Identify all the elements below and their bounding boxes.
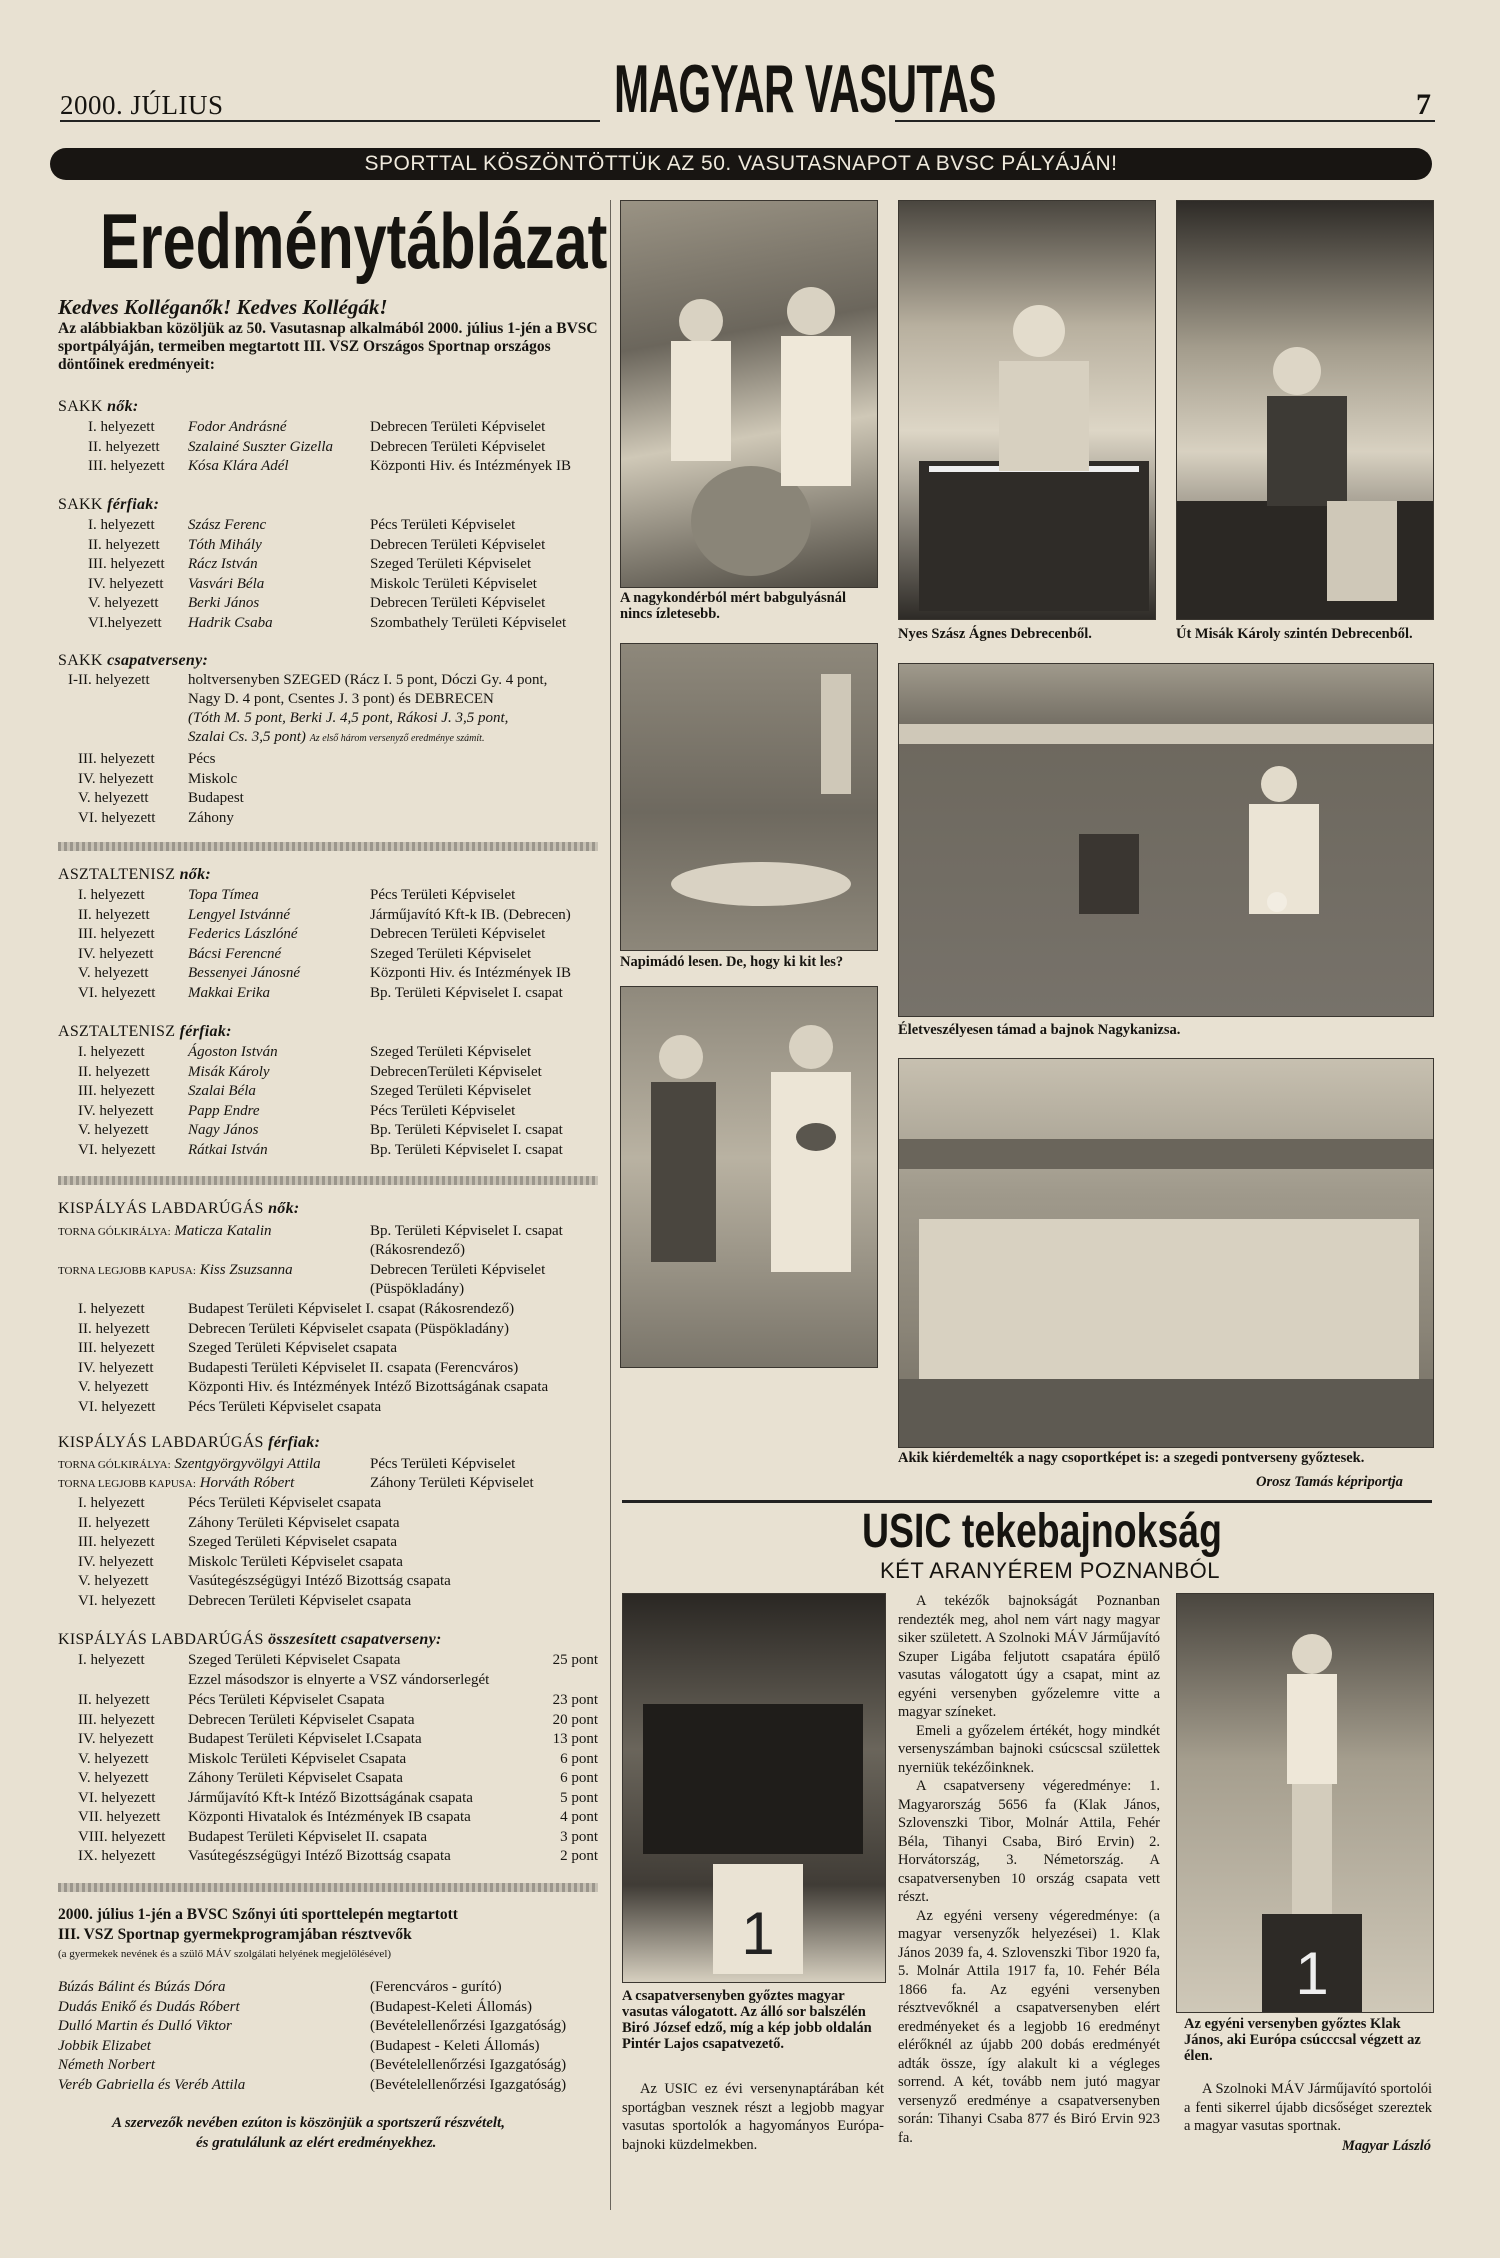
placement: II. helyezett <box>78 1514 150 1531</box>
name-cell: Vasútegészségügyi Intéző Bizottság csapata <box>188 1848 451 1864</box>
section-sakk-csapat: SAKK csapatverseny: <box>58 652 209 669</box>
caption-foci: Életveszélyesen támad a bajnok Nagykanizsa. <box>898 1022 1181 1038</box>
child-names: Dudás Enikő és Dudás Róbert <box>58 1998 240 2015</box>
team-cell: Szeged Területi Képviselet <box>370 945 532 962</box>
name-cell: Záhony Területi Képviselet csapata <box>188 1514 400 1531</box>
team-cell: Bp. Területi Képviselet I. csapat <box>370 1141 563 1158</box>
photo-misak <box>1176 200 1434 620</box>
photo-foci <box>898 663 1434 1017</box>
child-names: Jobbik Elizabet <box>58 2037 151 2054</box>
section-asztal-ferfiak: ASZTALTENISZ férfiak: <box>58 1023 232 1040</box>
placement: V. helyezett <box>88 595 159 611</box>
caption-misak: Út Misák Károly szintén Debrecenből. <box>1176 626 1413 642</box>
photo-credit: Orosz Tamás képriportja <box>1256 1474 1403 1490</box>
golkiraly-nok-team2: (Rákosrendező) <box>370 1242 465 1258</box>
team-cell: 6 pont <box>560 1750 598 1767</box>
team-cell: 2 pont <box>560 1848 598 1864</box>
team-cell: 25 pont <box>552 1652 598 1668</box>
photo-szasz <box>898 200 1156 620</box>
caption-usic-team: A csapatversenyben győztes magyar vasutas válogatott. Az álló sor balszélén Biró József edző, míg a kép jobb oldalán Pintér Lajos csapatvezető. <box>622 1988 872 2052</box>
golkiraly-nok-team: Bp. Területi Képviselet I. csapat <box>370 1223 563 1239</box>
placement: V. helyezett <box>78 790 149 806</box>
name-cell: Záhony Területi Képviselet Csapata <box>188 1770 403 1786</box>
placement: II. helyezett <box>88 536 160 553</box>
parent-workplace: (Bevételellenőrzési Igazgatóság) <box>370 2076 567 2093</box>
name-cell: Fodor Andrásné <box>188 419 287 435</box>
placement: II. helyezett <box>78 1692 150 1708</box>
team-cell: Szeged Területi Képviselet <box>370 1044 532 1060</box>
placement: IV. helyezett <box>78 1553 154 1570</box>
caption-csoportkep: Akik kiérdemelték a nagy csoportképet is: a szegedi pontverseny győztesek. <box>898 1450 1365 1466</box>
name-cell: Rácz István <box>188 556 258 572</box>
name-cell: Szeged Területi Képviselet csapata <box>188 1534 398 1550</box>
placement: V. helyezett <box>78 1770 149 1786</box>
placement: V. helyezett <box>78 1573 149 1589</box>
ossz-note: Ezzel másodszor is elnyerte a VSZ vándorserlegét <box>188 1672 490 1688</box>
name-cell: Budapesti Területi Képviselet II. csapata (Ferencváros) <box>188 1359 519 1376</box>
team-cell: Szombathely Területi Képviselet <box>370 614 567 631</box>
parent-workplace: (Budapest-Keleti Állomás) <box>370 1998 533 2015</box>
name-cell: Berki János <box>188 595 260 611</box>
placement: VI. helyezett <box>78 1141 156 1158</box>
placement: VI. helyezett <box>78 809 156 826</box>
placement: V. helyezett <box>78 965 149 981</box>
kapus-nok-team: Debrecen Területi Képviselet <box>370 1262 546 1278</box>
placement: I. helyezett <box>78 1301 145 1317</box>
child-names: Veréb Gabriella és Veréb Attila <box>58 2076 246 2093</box>
separator <box>58 842 598 851</box>
name-cell: Központi Hivatalok és Intézmények IB csapata <box>188 1809 471 1825</box>
team-cell: 6 pont <box>560 1770 598 1786</box>
name-cell: Záhony <box>188 809 234 826</box>
photo-usic-klak <box>1176 1593 1434 2013</box>
name-cell: Budapest Területi Képviselet I. csapat (Rákosrendező) <box>188 1301 515 1317</box>
name-cell: Ágoston István <box>188 1044 278 1060</box>
team-cell: Központi Hiv. és Intézmények IB <box>370 458 572 474</box>
usic-author: Magyar László <box>1342 2138 1432 2154</box>
name-cell: Tóth Mihály <box>188 536 262 553</box>
placement: VII. helyezett <box>78 1809 161 1825</box>
placement: I. helyezett <box>88 419 155 435</box>
name-cell: Vasútegészségügyi Intéző Bizottság csapata <box>188 1573 451 1589</box>
name-cell: Miskolc <box>188 770 238 787</box>
placement: I. helyezett <box>78 887 145 903</box>
team-cell: 23 pont <box>552 1692 598 1708</box>
team-cell: Szeged Területi Képviselet <box>370 1083 532 1099</box>
page-number: 7 <box>1416 88 1431 121</box>
parent-workplace: (Bevételellenőrzési Igazgatóság) <box>370 2057 567 2073</box>
team-cell: Pécs Területi Képviselet <box>370 887 516 903</box>
team-cell: 20 pont <box>552 1711 598 1728</box>
placement: V. helyezett <box>78 1750 149 1767</box>
section-asztal-nok: ASZTALTENISZ nők: <box>58 866 212 883</box>
placement: III. helyezett <box>88 458 165 474</box>
children-heading-1: 2000. július 1-jén a BVSC Szőnyi úti sporttelepén megtartott <box>58 1906 458 1923</box>
name-cell: Federics Lászlóné <box>188 926 298 942</box>
team-cell: Debrecen Területi Képviselet <box>370 438 546 455</box>
placement: IV. helyezett <box>78 1102 154 1119</box>
placement: III. helyezett <box>78 926 155 942</box>
photo-foci-art <box>899 664 1433 1016</box>
name-cell: Szalai Béla <box>188 1083 256 1099</box>
name-cell: Debrecen Területi Képviselet csapata <box>188 1592 412 1609</box>
team-cell: Miskolc Területi Képviselet <box>370 575 537 592</box>
name-cell: Nagy János <box>188 1122 259 1138</box>
usic-main-text: A tekézők bajnokságát Poznanban rendezték meg, ahol nem várt nagy magyar siker született. A Szolnoki MÁV Járműjavító Szuper Ligába feljutott csapatára épülő vasutas válogatott úgy a csapat, mint az egyéni versenyben győzelemre vitte a magyar színeket. Emeli a győzelem értékét, hogy mindkét versenyszámban bajnoki csúcscsal születtek nyerniük tekézőinknek. A csapatverseny végeredménye: 1. Magyarország 5656 fa (Klak János, Szlovenszki Tibor, Molnár Attila, Fehér Béla, Tihanyi Csaba, Biró Ervin) 2. Horvátország, 3. Németország. A csapatversenyben 10 ország csapata vett részt. Az egyéni verseny végeredménye: (a magyar versenyzők helyezései) 1. Klak János 2039 fa, 4. Szlovenszki Tibor 1920 fa, 5. Molnár Attila 1917 fa, 10. Fehér Béla 1866 fa. Az egyéni versenyben résztvevőknél a csapatversenyben elért eredményeket és a legjobb 16 eredményt elérőknél az újabb 200 dobás eredményét adták össze, így alakult ki a végleges sorrend. A két, tovább nem jutó magyar versenyző eredménye a csapatversenyben során: Tihanyi Csaba 877 és Biró Ervin 923 fa. <box>898 1593 1160 2146</box>
name-cell: Vasvári Béla <box>188 575 265 592</box>
team-cell: Központi Hiv. és Intézmények IB <box>370 965 572 981</box>
caption-napimado: Napimádó lesen. De, hogy ki kit les? <box>620 954 844 970</box>
caption-szasz: Nyes Szász Ágnes Debrecenből. <box>898 626 1092 642</box>
masthead: MAGYAR VASUTAS <box>614 51 996 127</box>
name-cell: Debrecen Területi Képviselet csapata (Püspökladány) <box>188 1320 510 1337</box>
photo-misak-art <box>1177 201 1433 619</box>
placement: IX. helyezett <box>78 1848 156 1864</box>
results-title: Eredménytáblázat <box>100 197 608 285</box>
name-cell: Miskolc Területi Képviselet Csapata <box>188 1750 407 1767</box>
issue-date: 2000. JÚLIUS <box>60 90 224 120</box>
name-cell: Kósa Klára Adél <box>188 458 289 474</box>
thanks-line-2: és gratulálunk az elért eredményekhez. <box>196 2135 437 2151</box>
column-rule <box>610 200 611 2210</box>
placement: III. helyezett <box>78 1340 155 1356</box>
placement: VI. helyezett <box>78 1789 156 1806</box>
name-cell: Bessenyei Jánosné <box>188 965 301 981</box>
team-cell: DebrecenTerületi Képviselet <box>370 1063 542 1080</box>
placement: IV. helyezett <box>78 1359 154 1376</box>
placement: II. helyezett <box>78 1063 150 1080</box>
name-cell: Járműjavító Kft-k Intéző Bizottságának csapata <box>188 1789 473 1806</box>
team-cell: Pécs Területi Képviselet <box>370 1102 516 1119</box>
placement: V. helyezett <box>78 1122 149 1138</box>
thanks-line-1: A szervezők nevében ezúton is köszönjük a sportszerű részvételt, <box>112 2115 505 2131</box>
team-cell: 3 pont <box>560 1828 598 1845</box>
name-cell: Rátkai István <box>188 1141 268 1158</box>
name-cell: Debrecen Területi Képviselet Csapata <box>188 1711 415 1728</box>
greeting: Kedves Kolléganők! Kedves Kollégák! <box>58 295 388 319</box>
parent-workplace: (Bevételellenőrzési Igazgatóság) <box>370 2018 567 2034</box>
photo-usic-team <box>622 1593 886 1983</box>
article-rule <box>622 1500 1432 1503</box>
section-sakk-ferfiak: SAKK férfiak: <box>58 496 160 513</box>
name-cell: Papp Endre <box>188 1102 260 1119</box>
placement: II. helyezett <box>78 906 150 923</box>
team-cell: Bp. Területi Képviselet I. csapat <box>370 984 563 1001</box>
name-cell: Topa Tímea <box>188 887 259 903</box>
photo-csoportkep-art <box>899 1059 1433 1447</box>
name-cell: Pécs Területi Képviselet Csapata <box>188 1692 385 1708</box>
placement: IV. helyezett <box>78 1731 154 1747</box>
golkiraly-ferfiak-team: Pécs Területi Képviselet <box>370 1456 516 1472</box>
photo-gulyas-art <box>621 201 877 587</box>
placement: VI. helyezett <box>78 1592 156 1609</box>
name-cell: Pécs <box>188 751 216 767</box>
placement: III. helyezett <box>78 1083 155 1099</box>
placement: I. helyezett <box>78 1044 145 1060</box>
section-kispalyas-nok: KISPÁLYÁS LABDARÚGÁS nők: <box>58 1200 300 1217</box>
golkiraly-nok: TORNA GÓLKIRÁLYA: Maticza Katalin <box>58 1223 272 1239</box>
sakk-csapat-line2: Nagy D. 4 pont, Csentes J. 3 pont) és DEBRECEN <box>188 691 494 707</box>
name-cell: Pécs Területi Képviselet csapata <box>188 1398 382 1415</box>
separator <box>58 1883 598 1892</box>
header-rule-left <box>60 120 600 122</box>
child-names: Dulló Martin és Dulló Viktor <box>58 2018 232 2034</box>
photo-napimado-art <box>621 644 877 950</box>
parent-workplace: (Budapest - Keleti Állomás) <box>370 2037 540 2054</box>
newspaper-page: 2000. JÚLIUS MAGYAR VASUTAS 7 SPORTTAL KÖSZÖNTÖTTÜK AZ 50. VASUTASNAPOT A BVSC PÁLYÁJÁN! Eredménytáblázat Kedves Kolléganők! Kedves Kollégák! Az alábbiakban közöljük az 50. Vasutasnap alkalmából 2000. július 1-jén a BVSC sportpályáján, termeiben megtartott III. VSZ Országos Sportnap országos döntőinek eredményeit: SAKK nők: I. helyezett Fodor Andrásné Debrecen Területi Képviselet II. helyezett Szalainé Suszter Gizella Debrecen Területi Képviselet III. helyezett Kósa Klára Adél Központi Hiv. és Intézmények IB SAKK férfiak: I. helyezett Szász Ferenc Pécs Területi Képviselet II. helyezett Tóth Mihály Debrecen Területi Képviselet III. helyezett Rácz István Szeged Területi Képviselet IV. helyezett Vasvári Béla Miskolc Területi Képviselet V. helyezett Berki János Debrecen Területi Képviselet VI.helyezett Hadrik Csaba Szombathely Területi Képviselet SAKK csapatverseny: I-II. helyezett holtversenyben SZEGED (Rácz I. 5 pont, Dóczi Gy. 4 pont, Nagy D. 4 pont, Csentes J. 3 pont) és DEBRECEN (Tóth M. 5 pont, Berki J. 4,5 pont, Rákosi J. 3,5 pont, Szalai Cs. 3,5 pont) Az első három versenyző eredménye számít. III. helyezett Pécs IV. helyezett Miskolc V. helyezett Budapest VI. helyezett Záhony ASZTALTENISZ nők: I. helyezett Topa Tímea Pécs Területi Képviselet II. helyezett Lengyel Istvánné Járműjavító Kft-k IB. (Debrecen) III. helyezett Federics Lászlóné Debrecen Területi Képviselet IV. helyezett Bácsi Ferencné Szeged Területi Képviselet V. helyezett Bessenyei Jánosné Központi Hiv. és Intézmények IB VI. helyezett Makkai Erika Bp. Területi Képviselet I. csapat ASZTALTENISZ férfiak: I. helyezett Ágoston István Szeged Területi Képviselet II. helyezett Misák Károly DebrecenTerületi Képviselet III. helyezett Szalai Béla Szeged Területi Képviselet IV. helyezett Papp Endre Pécs Területi Képviselet V. helyezett Nagy János Bp. Területi Képviselet I. csapat VI. helyezett Rátkai István Bp. Területi Képviselet I. csapat KISPÁLYÁS LABDARÚGÁS nők: TORNA GÓLKIRÁLYA: Maticza Katalin Bp. Területi Képviselet I. csapat (Rákosrendező) TORNA LEGJOBB KAPUSA: Kiss Zsuzsanna Debrecen Területi Képviselet (Püspökladány) I. helyezett Budapest Területi Képviselet I. csapat (Rákosrendező) II. helyezett Debrecen Területi Képviselet csapata (Püspökladány) III. helyezett Szeged Területi Képviselet csapata IV. helyezett Budapesti Területi Képviselet II. csapata (Ferencváros) V. helyezett Központi Hiv. és Intézmények Intéző Bizottságának csapata VI. helyezett Pécs Területi Képviselet csapata KISPÁLYÁS LABDARÚGÁS férfiak: TORNA GÓLKIRÁLYA: Szentgyörgyvölgyi Attila Pécs Területi Képviselet TORNA LEGJOBB KAPUSA: Horváth Róbert Záhony Területi Képviselet I. helyezett Pécs Területi Képviselet csapata II. helyezett Záhony Területi Képviselet csapata III. helyezett Szeged Területi Képviselet csapata IV. helyezett Miskolc Területi Képviselet csapata V. helyezett Vasútegészségügyi Intéző Bizottság csapata VI. helyezett Debrecen Területi Képviselet csapata KISPÁLYÁS LABDARÚGÁS összesített csapatverseny: I. helyezett Szeged Területi Képviselet Csapata 25 pont Ezzel másodszor is elnyerte a VSZ vándorserlegét II. helyezett Pécs Területi Képviselet Csapata 23 pont III. helyezett Debrecen Területi Képviselet Csapata 20 pont IV. helyezett Budapest Területi Képviselet I.Csapata 13 pont V. helyezett Miskolc Területi Képviselet Csapata 6 pont V. helyezett Záhony Területi Képviselet Csapata 6 pont VI. helyezett Járműjavító Kft-k Intéző Bizottságának csapata 5 pont VII. helyezett Központi Hivatalok és Intézmények IB csapata 4 pont VIII. helyezett Budapest Területi Képviselet II. csapata 3 pont IX. helyezett Vasútegészségügyi Intéző Bizottság csapata 2 pont 2000. július 1-jén a BVSC Szőnyi úti sporttelepén megtartott III. VSZ Sportnap gyermekprogramjában résztvevők (a gyermekek nevének és a szülő MÁV szolgálati helyének megjelölésével) Búzás Bálint és Búzás Dóra (Ferencváros - gurító) Dudás Enikő és Dudás Róbert (Budapest-Keleti Állomás) Dulló Martin és Dulló Viktor (Bevételellenőrzési Igazgatóság) Jobbik Elizabet (Budapest - Keleti Állomás) Németh Norbert (Bevételellenőrzési Igazgatóság) Veréb Gabriella és Veréb Attila (Bevételellenőrzési Igazgatóság) A szervezők nevében ezúton is köszönjük a sportszerű részvételt, és gratulálunk az elért eredményekhez. A nagykondérból mért babgulyásnál nincs ízletesebb. Nyes Szász Ágnes Debrecenből. Út Misák Károly szintén Debrecenből. Napimádó lesen. De, hogy ki kit les? Életveszélyesen támad a bajnok Nagykanizsa. Akik kiérdemelték a nagy csoportképet is: a szegedi pontverseny győztesek. Orosz Tamás képriportja USIC tekebajnokság KÉT ARANYÉREM POZNANBÓL 1 A csapatversenyben győztes magyar vasutas válogatott. Az álló sor balszélén Biró József edző, míg a kép jobb oldalán Pintér Lajos csapatvezető. Az USIC ez évi versenynaptárában két sportágban vesznek részt a legjobb magyar vasutas sportolók a hagyományos Európa-bajnoki küzdelmekben. A tekézők bajnokságát Poznanban rendezték meg, ahol nem várt nagy magyar siker született. A Szolnoki MÁV Járműjavító Szuper Ligába feljutott csapatára épülő vasutas válogatott úgy a csapat, mint az egyéni versenyben győzelemre vitte a magyar színeket. Emeli a győzelem értékét, hogy mindkét versenyszámban bajnoki csúcscsal születtek nyerniük tekézőinknek. A csapatverseny végeredménye: 1. Magyarország 5656 fa (Klak János, Szlovenszki Tibor, Molnár Attila, Fehér Béla, Tihanyi Csaba, Biró Ervin) 2. Horvátország, 3. Németország. A csapatversenyben 10 ország csapata vett részt. Az egyéni verseny végeredménye: (a magyar versenyzők helyezései) 1. Klak János 2039 fa, 4. Szlovenszki Tibor 1920 fa, 5. Molnár Attila 1917 fa, 10. Fehér Béla 1866 fa. Az egyéni versenyben résztvevőknél a csapatversenyben elért eredményeket és a legjobb 16 eredményt elérőknél az újabb 200 dobás eredményét adták össze, így alakult ki a végleges sorrend. A két, tovább nem jutó magyar versenyző eredménye a csapatversenyben során: Tihanyi Csaba 877 és Biró Ervin 923 fa. 1 Az egyéni versenyben győztes Klak János, aki Európa csúcccsal végzett az élen. A Szolnoki MÁV Járműjavító sportolói a fenti sikerrel újabb dicsőséget szereztek a magyar vasutas sportnak. Magyar László <box>0 0 1500 2258</box>
name-cell: Budapest Területi Képviselet II. csapata <box>188 1828 428 1845</box>
caption-gulyas: A nagykondérból mért babgulyásnál nincs ízletesebb. <box>620 590 847 622</box>
placement: IV. helyezett <box>78 770 154 787</box>
placement: I. helyezett <box>88 517 155 533</box>
team-cell: Bp. Területi Képviselet I. csapat <box>370 1122 563 1138</box>
placement: III. helyezett <box>78 1534 155 1550</box>
svg-text:1: 1 <box>1295 1940 1329 2007</box>
team-cell: Pécs Területi Képviselet <box>370 517 516 533</box>
team-cell: 4 pont <box>560 1809 598 1825</box>
kapus-nok: TORNA LEGJOBB KAPUSA: Kiss Zsuzsanna <box>58 1262 293 1278</box>
usic-right-text: A Szolnoki MÁV Járműjavító sportolói a fenti sikerrel újabb dicsőséget szereztek a magyar vasutas sportnak. <box>1184 2081 1432 2134</box>
section-banner: SPORTTAL KÖSZÖNTÖTTÜK AZ 50. VASUTASNAPOT A BVSC PÁLYÁJÁN! <box>50 148 1432 180</box>
name-cell: Miskolc Területi Képviselet csapata <box>188 1553 403 1570</box>
header-rule-right <box>895 120 1435 122</box>
name-cell: Budapest Területi Képviselet I.Csapata <box>188 1731 422 1747</box>
team-cell: Járműjavító Kft-k IB. (Debrecen) <box>370 906 571 923</box>
team-cell: 13 pont <box>552 1731 598 1747</box>
intro-text: Az alábbiakban közöljük az 50. Vasutasnap alkalmából 2000. július 1-jén a BVSC sportpályáján, termeiben megtartott III. VSZ Országos Sportnap országos döntőinek eredményeit: <box>58 320 598 373</box>
usic-subtitle: KÉT ARANYÉREM POZNANBÓL <box>880 1558 1220 1583</box>
photo-szegediek <box>620 986 878 1368</box>
name-cell: Makkai Erika <box>188 984 271 1001</box>
placement: VI. helyezett <box>78 984 156 1001</box>
photo-szegediek-art <box>621 987 877 1367</box>
team-cell: Debrecen Területi Képviselet <box>370 595 546 611</box>
photo-gulyas <box>620 200 878 588</box>
name-cell: Bácsi Ferencné <box>188 945 282 962</box>
caption-usic-klak: Az egyéni versenyben győztes Klak János, aki Európa csúcccsal végzett az élen. <box>1184 2016 1421 2064</box>
name-cell: Szász Ferenc <box>188 517 267 533</box>
placement: II. helyezett <box>88 438 160 455</box>
photo-szasz-art <box>899 201 1155 619</box>
section-sakk-nok: SAKK nők: <box>58 398 139 415</box>
photo-csoportkep <box>898 1058 1434 1448</box>
name-cell: Misák Károly <box>188 1063 270 1080</box>
placement: V. helyezett <box>78 1379 149 1395</box>
name-cell: Központi Hiv. és Intézmények Intéző Bizottságának csapata <box>188 1379 549 1395</box>
child-names: Németh Norbert <box>58 2057 156 2073</box>
placement: VIII. helyezett <box>78 1828 166 1845</box>
section-kispalyas-ferfiak: KISPÁLYÁS LABDARÚGÁS férfiak: <box>58 1434 321 1451</box>
children-heading-2: III. VSZ Sportnap gyermekprogramjában résztvevők <box>58 1926 412 1943</box>
team-cell: Debrecen Területi Képviselet <box>370 419 546 435</box>
section-kispalyas-ossz: KISPÁLYÁS LABDARÚGÁS összesített csapatverseny: <box>58 1631 442 1648</box>
usic-left-text: Az USIC ez évi versenynaptárában két sportágban vesznek részt a legjobb magyar vasutas sportolók a hagyományos Európa-bajnoki küzdelmekben. <box>622 2081 884 2153</box>
placement: II. helyezett <box>78 1320 150 1337</box>
parent-workplace: (Ferencváros - gurító) <box>370 1979 502 1995</box>
placement: III. helyezett <box>78 1711 155 1728</box>
child-names: Búzás Bálint és Búzás Dóra <box>58 1979 226 1995</box>
placement: III. helyezett <box>88 556 165 572</box>
svg-text:1: 1 <box>741 1900 775 1967</box>
usic-title: USIC tekebajnokság <box>862 1505 1222 1558</box>
placement: VI. helyezett <box>78 1398 156 1415</box>
name-cell: Lengyel Istvánné <box>188 906 291 923</box>
name-cell: Pécs Területi Képviselet csapata <box>188 1495 382 1511</box>
placement: I. helyezett <box>78 1652 145 1668</box>
placement: III. helyezett <box>78 751 155 767</box>
photo-napimado <box>620 643 878 951</box>
name-cell: Hadrik Csaba <box>188 614 273 631</box>
kapus-nok-team2: (Püspökladány) <box>370 1281 465 1297</box>
name-cell: Szeged Területi Képviselet csapata <box>188 1340 398 1356</box>
team-cell: Szeged Területi Képviselet <box>370 556 532 572</box>
placement: IV. helyezett <box>78 945 154 962</box>
children-heading-note: (a gyermekek nevének és a szülő MÁV szolgálati helyének megjelölésével) <box>58 1948 392 1960</box>
separator <box>58 1176 598 1185</box>
kapus-ferfiak-team: Záhony Területi Képviselet <box>370 1475 534 1491</box>
sakk-csapat-line3: (Tóth M. 5 pont, Berki J. 4,5 pont, Rákosi J. 3,5 pont, <box>188 710 509 726</box>
kapus-ferfiak: TORNA LEGJOBB KAPUSA: Horváth Róbert <box>58 1475 295 1491</box>
photo-usic-team-art <box>623 1594 885 1982</box>
name-cell: Szalainé Suszter Gizella <box>188 438 333 455</box>
placement: IV. helyezett <box>88 575 164 592</box>
team-cell: 5 pont <box>560 1789 598 1806</box>
sakk-csapat-line1: holtversenyben SZEGED (Rácz I. 5 pont, Dóczi Gy. 4 pont, <box>188 672 548 688</box>
sakk-csapat-line4: Szalai Cs. 3,5 pont) Az első három versenyző eredménye számít. <box>188 729 485 745</box>
placement: VI.helyezett <box>88 614 162 631</box>
name-cell: Szeged Területi Képviselet Csapata <box>188 1652 401 1668</box>
team-cell: Debrecen Területi Képviselet <box>370 926 546 942</box>
name-cell: Budapest <box>188 790 244 806</box>
team-cell: Debrecen Területi Képviselet <box>370 536 546 553</box>
placement: I. helyezett <box>78 1495 145 1511</box>
photo-usic-klak-art <box>1177 1594 1433 2012</box>
golkiraly-ferfiak: TORNA GÓLKIRÁLYA: Szentgyörgyvölgyi Attila <box>58 1456 321 1472</box>
